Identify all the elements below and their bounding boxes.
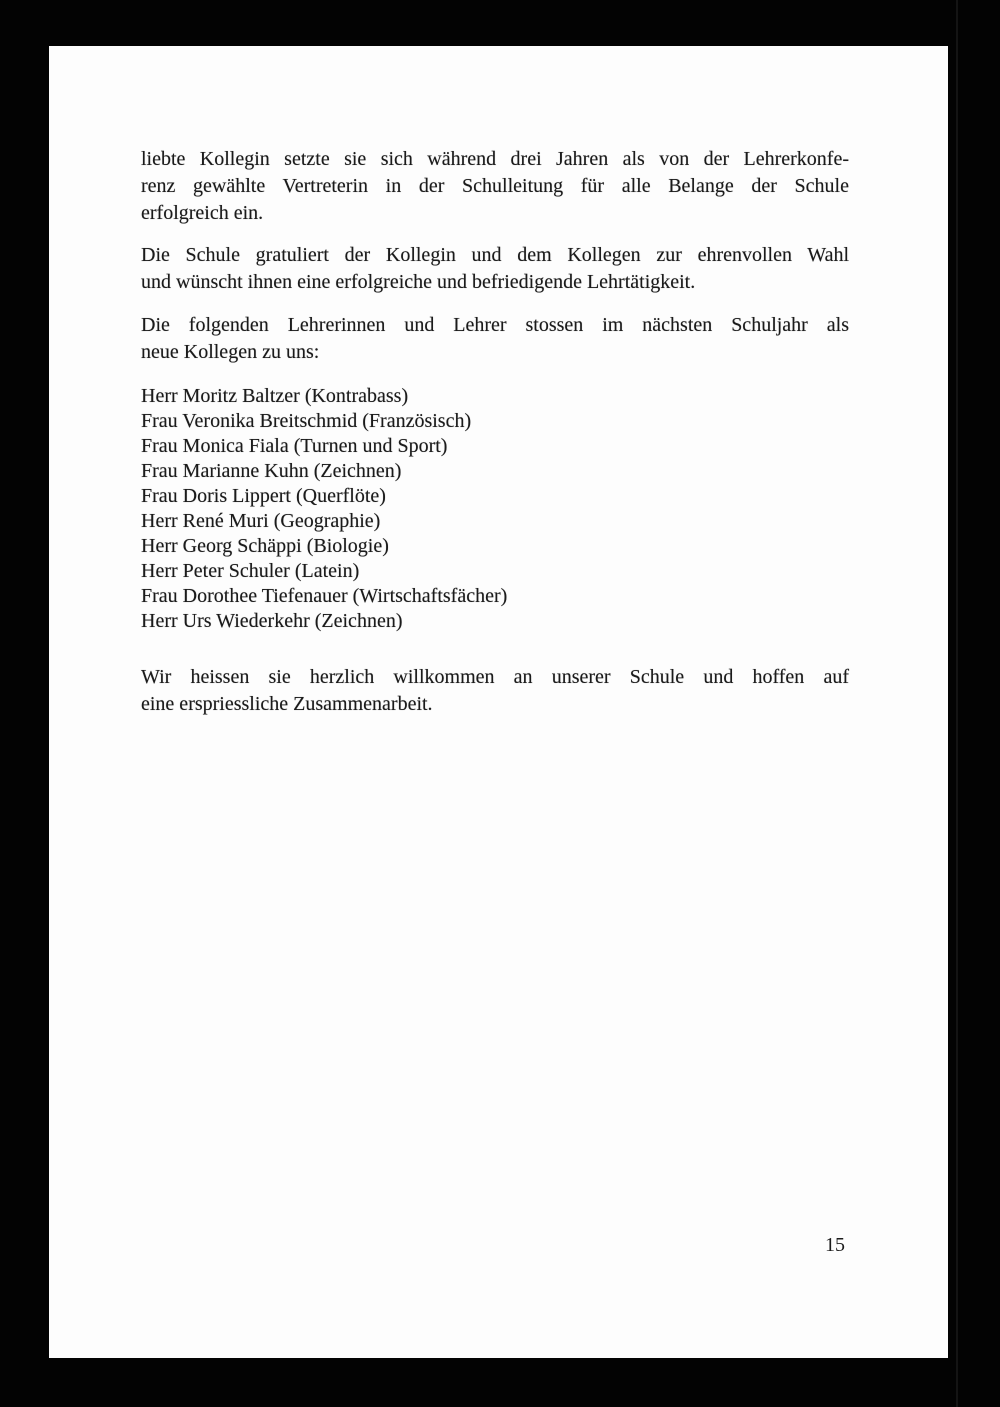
- paragraph-list-intro: [141, 312, 849, 366]
- list-item: Frau Dorothee Tiefenauer (Wirtschaftsfächer): [141, 585, 508, 607]
- text-line: Die Schule gratuliert der Kollegin und dem Kollegen zur ehrenvollen Wahl: [141, 244, 849, 266]
- text-line: renz gewählte Vertreterin in der Schulleitung für alle Belange der Schule: [141, 175, 849, 197]
- list-item: Frau Marianne Kuhn (Zeichnen): [141, 460, 402, 482]
- list-item: Herr Urs Wiederkehr (Zeichnen): [141, 610, 403, 632]
- text-line: und wünscht ihnen eine erfolgreiche und befriedigende Lehrtätigkeit.: [141, 271, 696, 293]
- scan-artifact-line: [956, 0, 958, 1407]
- new-teachers-list: [141, 384, 849, 634]
- list-item: Frau Monica Fiala (Turnen und Sport): [141, 435, 448, 457]
- text-line: Wir heissen sie herzlich willkommen an unserer Schule und hoffen auf: [141, 666, 849, 688]
- document-page: [49, 46, 948, 1358]
- text-line: neue Kollegen zu uns:: [141, 341, 320, 363]
- text-line: Die folgenden Lehrerinnen und Lehrer stossen im nächsten Schuljahr als: [141, 314, 849, 336]
- page-number: 15: [825, 1234, 845, 1256]
- paragraph-continuation: [141, 146, 849, 227]
- text-line: liebte Kollegin setzte sie sich während drei Jahren als von der Lehrerkonfe-: [141, 148, 849, 170]
- list-item: Herr René Muri (Geographie): [141, 510, 381, 532]
- paragraph-congratulations: [141, 242, 849, 296]
- text-line: erfolgreich ein.: [141, 202, 264, 224]
- list-item: Herr Georg Schäppi (Biologie): [141, 535, 389, 557]
- list-item: Frau Veronika Breitschmid (Französisch): [141, 410, 472, 432]
- text-line: eine erspriessliche Zusammenarbeit.: [141, 693, 433, 715]
- page-text-column: [141, 146, 849, 718]
- list-item: Herr Peter Schuler (Latein): [141, 560, 360, 582]
- paragraph-welcome: [141, 664, 849, 718]
- list-item: Frau Doris Lippert (Querflöte): [141, 485, 386, 507]
- list-item: Herr Moritz Baltzer (Kontrabass): [141, 385, 409, 407]
